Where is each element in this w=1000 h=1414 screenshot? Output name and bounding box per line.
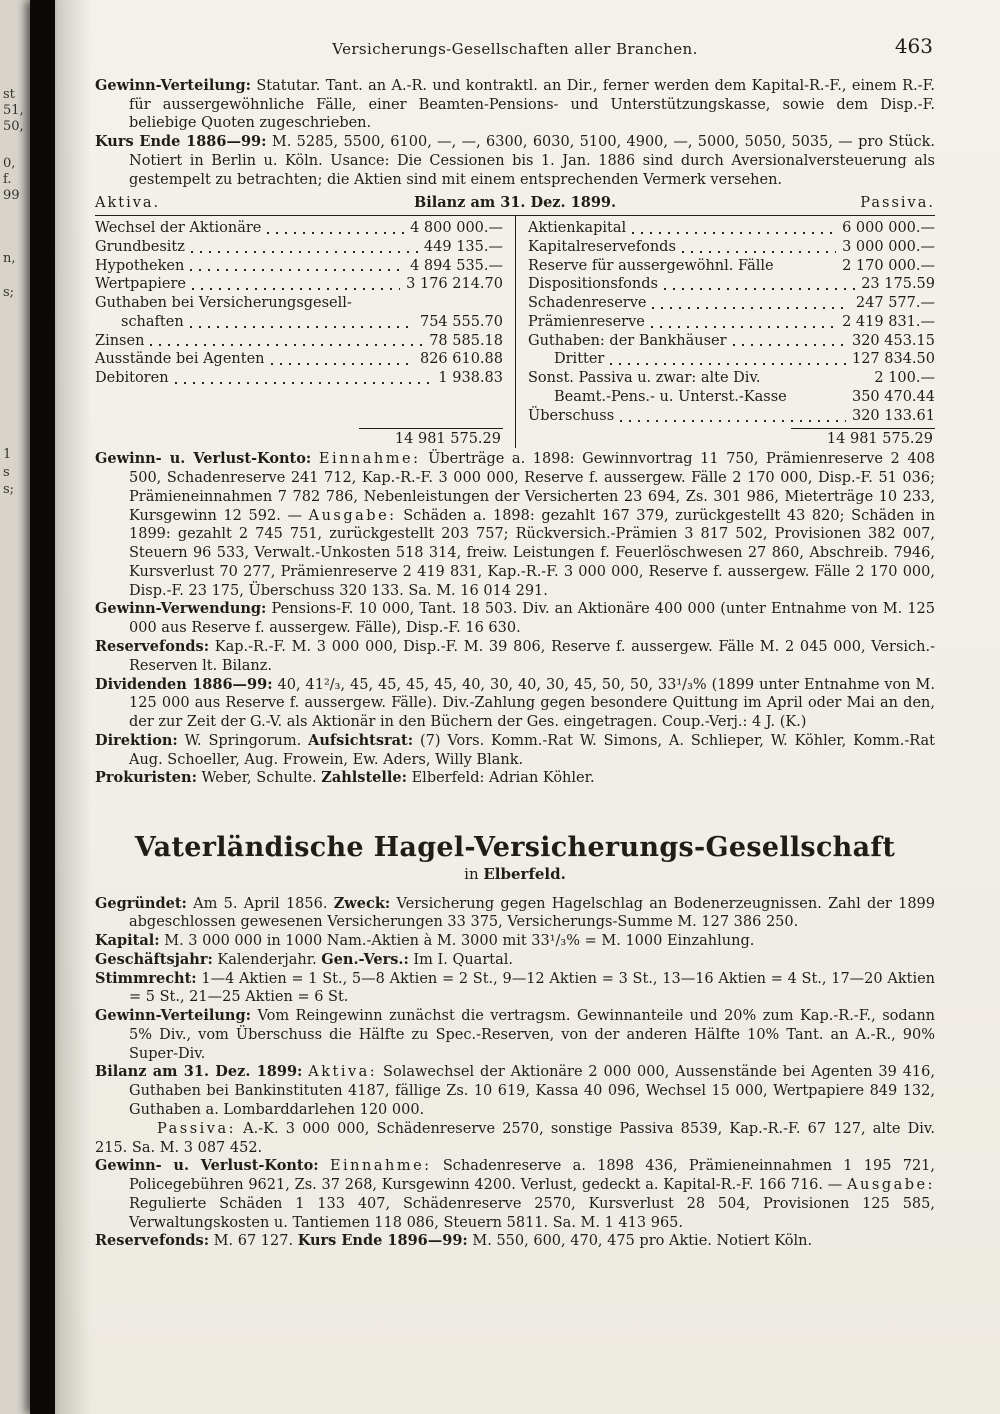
term-label: Stimmrecht: — [95, 969, 197, 987]
text-run: Elberfeld: Adrian Köhler. — [406, 770, 595, 787]
balance-row-label: Überschuss — [528, 407, 615, 424]
page-bleed-fragment: 1 — [3, 447, 12, 462]
balance-row — [95, 219, 503, 238]
term-label: Gewinn- u. Verlust-Konto: — [95, 450, 312, 468]
text-run: Regulierte Schäden 1 133 407, Schädenreserve 2570, Kursverlust 28 504, Provisionen 125 585, Verwaltungskosten u. Tantiemen 118 086, Steuern 5811. Sa. M. 1 413 965. — [129, 1195, 935, 1231]
text-run: Am 5. April 1856. — [186, 895, 334, 912]
company2-paragraphs — [95, 895, 935, 1252]
term-label: Zweck: — [333, 894, 391, 912]
text-run: Versicherung gegen Hagelschlag an Bodenerzeugnissen. Zahl der 1899 abgeschlossen gewesenen Versicherungen 33 375, Versicherungs-Summe M. 127 386 250. — [129, 895, 936, 931]
balance-row — [528, 238, 935, 257]
dot-leader — [192, 288, 400, 290]
page-bleed-fragment: st — [3, 87, 15, 102]
text-run: A.-K. 3 000 000, Schädenreserve 2570, sonstige Passiva 8539, Kap.-R.-F. 67 127, alte Div. 215. Sa. M. 3 087 452. — [95, 1120, 935, 1156]
binding-gutter — [30, 0, 55, 1414]
balance-row-amount: 6 000 000.— — [842, 220, 935, 237]
passiva-total-amount: 14 981 575.29 — [791, 428, 935, 449]
page-content — [95, 34, 936, 1251]
paragraph — [95, 1007, 935, 1063]
balance-row — [95, 294, 503, 313]
text-run: Solawechsel der Aktionäre 2 000 000, Aussenstände bei Agenten 39 416, Guthaben bei Bankinstituten 4187, fällige Zs. 10 619, Kassa 40 096, Wechsel 15 000, Wertpapiere 849 132, Guthaben a. Lombarddarlehen 120 000. — [129, 1064, 935, 1118]
aktiva-rows — [95, 219, 503, 388]
page-bleed-fragment: 50, — [3, 119, 24, 134]
balance-row — [528, 313, 935, 332]
running-title: Versicherungs-Gesellschaften aller Branchen. — [332, 40, 698, 58]
company2-title: Vaterländische Hagel-Versicherungs-Gesellschaft — [134, 832, 896, 864]
balance-row-amount: 3 000 000.— — [842, 238, 935, 255]
term-label: Gen.-Vers.: — [321, 950, 409, 968]
balance-row-label: Hypotheken — [95, 257, 185, 274]
paragraph — [95, 77, 935, 133]
balance-row-label: Aktienkapital — [528, 220, 627, 237]
text-run: Im I. Quartal. — [408, 951, 513, 968]
page-bleed-fragment: 99 — [3, 188, 20, 203]
term-label: Gewinn- u. Verlust-Konto: — [95, 1157, 319, 1175]
text-run: Schäden a. 1898: gezahlt 167 379, zurückgestellt 43 820; Schäden in 1899: gezahlt 2 745 751, zurückgestellt 203 757; Rückversich.-Prämien 3 817 502, Provisionen 382 007, Steuern 96 533, Verwalt.-Unkosten 518 314, freiw. Leistungen f. Feuerlöschwesen 27 860, Abschreib. 7946, Kursverlust 70 277, Prämienreserve 2 419 831, Kap.-R.-F. 3 000 000, Reserve f. aussergew. Fälle 2 170 000, Disp.-F. 23 175, Überschuss 320 133. Sa. M. 16 014 291. — [129, 507, 935, 599]
text-run: M. 550, 600, 470, 475 pro Aktie. Notiert Köln. — [467, 1233, 813, 1250]
location-prefix: in — [464, 865, 484, 884]
dot-leader — [651, 326, 836, 328]
balance-row-amount: 754 555.70 — [419, 313, 503, 330]
balance-row-label: Prämienreserve — [528, 313, 645, 330]
dot-leader — [620, 420, 846, 422]
aktiva-total — [95, 426, 503, 449]
spaced-label: Einnahme: — [318, 451, 421, 468]
text-run — [319, 1158, 330, 1174]
page-header — [95, 34, 935, 60]
page-bleed-fragment: n, — [3, 251, 16, 266]
passiva-rows — [528, 219, 935, 425]
aktiva-column — [95, 216, 515, 448]
page-bleed-fragment: 0, — [3, 156, 16, 171]
dot-leader — [150, 344, 423, 346]
text-run: M. 3 000 000 in 1000 Nam.-Aktien à M. 3000 mit 33¹/₃% = M. 1000 Einzahlung. — [159, 933, 755, 950]
paragraph — [95, 1063, 935, 1119]
page-bleed-fragment: 51, — [3, 103, 24, 118]
paragraph — [95, 970, 935, 1008]
balance-row-label: Schadenreserve — [528, 295, 647, 312]
page-bleed-fragment: s; — [3, 285, 15, 300]
text-run: 1—4 Aktien = 1 St., 5—8 Aktien = 2 St., 9—12 Aktien = 3 St., 13—16 Aktien = 4 St., 17—20 Aktien = 5 St., 21—25 Aktien = 6 St. — [129, 970, 935, 1006]
paragraph — [95, 732, 935, 770]
balance-row — [95, 350, 503, 369]
company1-top-paragraphs — [95, 77, 935, 190]
term-label: Zahlstelle: — [321, 769, 407, 787]
dot-leader — [682, 251, 836, 253]
balance-row-amount: 2 170 000.— — [842, 257, 935, 274]
balance-row-amount: 23 175.59 — [861, 276, 935, 293]
balance-row-amount: 3 176 214.70 — [406, 276, 503, 293]
spaced-label: Ausgabe: — [308, 507, 397, 524]
balance-header — [95, 194, 935, 216]
dot-leader — [267, 232, 404, 234]
balance-row-amount: 247 577.— — [855, 295, 935, 312]
text-run: Vom Reingewinn zunächst die vertragsm. Gewinnanteile und 20% zum Kap.-R.-F., sodann 5% Div., vom Überschuss die Hälfte zu Spec.-Reserven, von der anderen Hälfte 10% Tant. an A.-R., 90% Super-Div. — [129, 1008, 935, 1062]
text-run: Überträge a. 1898: Gewinnvortrag 11 750, Prämienreserve 2 408 500, Schadenreserve 241 712, Kap.-R.-F. 3 000 000, Reserve f. aussergew. Fälle 2 170 000, Disp.-F. 51 036; Prämieneinnahmen 7 782 786, Nebenleistungen der Versicherten 23 694, Zs. 301 986, Mieterträge 10 233, Kursgewinn 12 592. — — [129, 451, 936, 524]
balance-row-amount: 826 610.88 — [419, 351, 503, 368]
passiva-heading: Passiva. — [860, 195, 935, 212]
paragraph — [95, 769, 935, 788]
paragraph — [95, 895, 935, 933]
balance-row — [95, 257, 503, 276]
balance-row-amount: 2 419 831.— — [842, 313, 935, 330]
location-name: Elberfeld. — [483, 865, 566, 884]
balance-row-label: Guthaben bei Versicherungsgesell- — [95, 295, 352, 312]
dot-leader — [271, 363, 414, 365]
balance-row — [528, 350, 935, 369]
spaced-label: Aktiva: — [308, 1064, 378, 1081]
page-bleed-fragment: s — [3, 465, 10, 480]
balance-row-label: Beamt.-Pens.- u. Unterst.-Kasse — [554, 389, 787, 406]
passiva-total — [528, 426, 935, 449]
balance-row-label: Reserve für aussergewöhnl. Fälle — [528, 257, 774, 274]
text-run: Schadenreserve a. 1898 436, Prämieneinnahmen 1 195 721, Policegebühren 9621, Zs. 37 268, Kursgewinn 4200. Verlust, gedeckt a. Kapital-R.-F. 166 716. — — [129, 1158, 936, 1194]
dot-leader — [664, 288, 855, 290]
balance-row — [95, 313, 503, 332]
spaced-label: Ausgabe: — [847, 1177, 935, 1194]
balance-row-amount: 4 894 535.— — [410, 257, 503, 274]
term-label: Gewinn-Verwendung: — [95, 600, 267, 618]
balance-row-amount: 350 470.44 — [851, 389, 935, 406]
balance-row — [528, 407, 935, 426]
term-label: Bilanz am 31. Dez. 1899: — [95, 1063, 303, 1081]
dot-leader — [190, 326, 414, 328]
text-run: 40, 41²/₃, 45, 45, 45, 45, 40, 30, 40, 30, 45, 50, 50, 33¹/₃% (1899 unter Entnahme von M. 125 000 aus Reserve f. aussergew. Fälle). Div.-Zahlung gegen besondere Quittung im April oder Mai an den, der zur Zeit der G.-V. als Aktionär in den Büchern der Ges. eingetragen. Coup.-Verj.: 4 J. (K.) — [129, 676, 936, 731]
balance-row-label: Kapitalreservefonds — [528, 238, 676, 255]
paragraph — [95, 676, 935, 732]
dot-leader — [652, 307, 849, 309]
dot-leader — [733, 344, 846, 346]
aktiva-total-amount: 14 981 575.29 — [359, 428, 503, 449]
balance-row-amount: 320 453.15 — [851, 332, 935, 349]
paragraph — [95, 951, 935, 970]
balance-row — [528, 257, 935, 276]
balance-row — [95, 332, 503, 351]
term-label: Direktion: — [95, 731, 178, 749]
passiva-column — [515, 216, 935, 448]
balance-row — [95, 369, 503, 388]
text-run: M. 67 127. — [209, 1233, 298, 1250]
balance-row-label: schaften — [121, 313, 184, 330]
balance-row-amount: 449 135.— — [423, 238, 503, 255]
spaced-label: Passiva: — [157, 1120, 236, 1137]
page-bleed-fragment: s; — [3, 482, 15, 497]
dot-leader — [191, 251, 418, 253]
paragraph — [95, 1120, 935, 1158]
balance-row-label: Ausstände bei Agenten — [95, 351, 265, 368]
term-label: Geschäftsjahr: — [95, 950, 213, 968]
dot-leader — [793, 401, 846, 403]
dot-leader — [175, 382, 433, 384]
balance-row-label: Guthaben: der Bankhäuser — [528, 332, 727, 349]
text-run: Weber, Schulte. — [196, 770, 322, 787]
balance-row-label: Grundbesitz — [95, 238, 185, 255]
term-label: Reservefonds: — [95, 637, 210, 655]
text-run: (7) Vors. Komm.-Rat W. Simons, A. Schlieper, W. Köhler, Komm.-Rat Aug. Schoeller, Aug. Frowein, Ew. Aders, Willy Blank. — [129, 732, 936, 768]
facing-page-edge — [0, 0, 30, 1414]
balance-row-amount: 4 800 000.— — [410, 220, 503, 237]
balance-row-label: Dispositionsfonds — [528, 276, 658, 293]
balance-row — [95, 238, 503, 257]
balance-sheet — [95, 194, 935, 448]
dot-leader — [767, 382, 869, 384]
text-run: M. 5285, 5500, 6100, —, —, 6300, 6030, 5100, 4900, —, 5000, 5050, 5035, — pro Stück. Notiert in Berlin u. Köln. Usance: Die Cessionen bis 1. Jan. 1886 sind durch Aversionalversteuerung als gestempelt zu betrachten; die Aktien sind mit einem entsprechenden Vermerk versehen. — [129, 134, 935, 188]
paragraph — [95, 1232, 935, 1251]
text-run: Kalenderjahr. — [212, 951, 322, 968]
dot-leader — [632, 232, 836, 234]
term-label: Kurs Ende 1886—99: — [95, 133, 267, 151]
term-label: Prokuristen: — [95, 769, 197, 787]
text-run: Pensions-F. 10 000, Tant. 18 503. Div. an Aktionäre 400 000 (unter Entnahme von M. 125 000 aus Reserve f. aussergew. Fälle), Disp.-F. 16 630. — [129, 601, 935, 637]
balance-row-label: Zinsen — [95, 332, 145, 349]
text-run: Statutar. Tant. an A.-R. und kontraktl. an Dir., ferner werden dem Kapital-R.-F., einem R.-F. für aussergewöhnliche Fälle, einer Beamten-Pensions- und Unterstützungskasse, sowie dem Disp.-F. beliebige Quoten zugeschrieben. — [129, 77, 935, 132]
aktiva-heading: Aktiva. — [95, 195, 161, 212]
balance-row-amount: 127 834.50 — [851, 351, 935, 368]
paragraph — [95, 932, 935, 951]
balance-row — [95, 275, 503, 294]
balance-row-amount: 1 938.83 — [438, 370, 503, 387]
page-number: 463 — [894, 34, 933, 58]
term-label: Gegründet: — [95, 894, 187, 912]
balance-row-label: Sonst. Passiva u. zwar: alte Div. — [528, 370, 761, 387]
company2-location — [95, 865, 935, 884]
balance-title: Bilanz am 31. Dez. 1899. — [413, 194, 617, 212]
paragraph — [95, 133, 935, 189]
dot-leader — [190, 269, 404, 271]
balance-row-amount: 320 133.61 — [851, 407, 935, 424]
balance-row-label: Dritter — [554, 351, 605, 368]
text-run — [311, 451, 319, 467]
text-run: Kap.-R.-F. M. 3 000 000, Disp.-F. M. 39 806, Reserve f. aussergew. Fälle M. 2 045 000, Versich.-Reserven lt. Bilanz. — [129, 638, 935, 674]
company1-bottom-paragraphs — [95, 450, 935, 788]
balance-row — [528, 294, 935, 313]
balance-row-label: Debitoren — [95, 370, 169, 387]
term-label: Kurs Ende 1896—99: — [297, 1232, 468, 1250]
paragraph — [95, 450, 935, 600]
balance-row-label: Wertpapiere — [95, 276, 187, 293]
balance-row — [528, 275, 935, 294]
balance-row — [528, 388, 935, 407]
spaced-label: Einnahme: — [329, 1158, 432, 1175]
balance-row — [528, 332, 935, 351]
company2-section — [95, 832, 935, 1251]
term-label: Gewinn-Verteilung: — [95, 1007, 251, 1025]
page-bleed-fragment: f. — [3, 172, 12, 187]
dot-leader — [358, 307, 497, 309]
paragraph — [95, 600, 935, 638]
balance-body — [95, 216, 935, 448]
paragraph — [95, 1157, 935, 1232]
gutter-shadow — [55, 0, 91, 1414]
term-label: Aufsichtsrat: — [308, 731, 414, 749]
dot-leader — [780, 269, 837, 271]
balance-row-amount: 78 585.18 — [429, 332, 503, 349]
term-label: Dividenden 1886—99: — [95, 675, 273, 693]
balance-row-amount: 2 100.— — [874, 370, 935, 387]
term-label: Reservefonds: — [95, 1232, 210, 1250]
paragraph — [95, 638, 935, 676]
balance-row-label: Wechsel der Aktionäre — [95, 220, 262, 237]
text-run: W. Springorum. — [177, 732, 309, 749]
term-label: Gewinn-Verteilung: — [95, 76, 251, 94]
balance-row — [528, 219, 935, 238]
dot-leader — [610, 363, 846, 365]
balance-row — [528, 369, 935, 388]
term-label: Kapital: — [95, 932, 160, 950]
